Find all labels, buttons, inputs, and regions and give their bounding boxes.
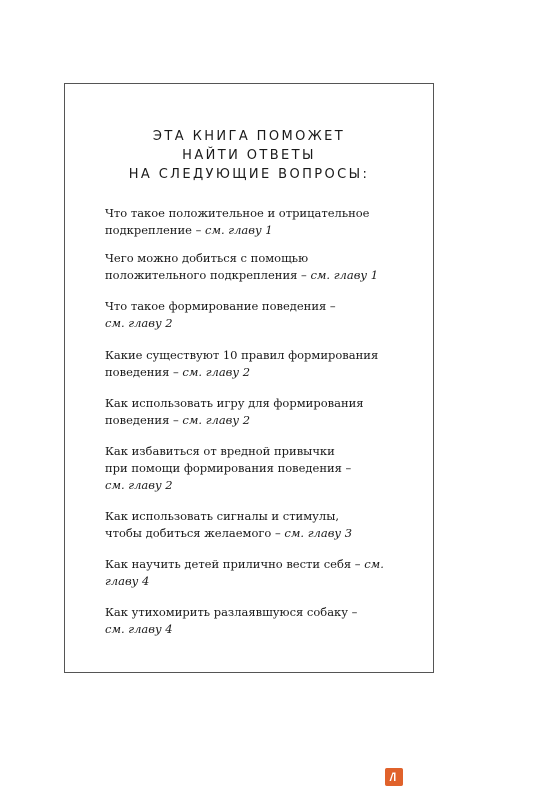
chapter-reference: см. главу 4 xyxy=(105,622,173,636)
page-frame xyxy=(64,83,434,673)
heading-line: ЭТА КНИГА ПОМОЖЕТ xyxy=(152,129,346,144)
labirint-logo-icon xyxy=(385,768,403,786)
question-text: Чего можно добиться с помощью xyxy=(105,251,309,265)
question-item xyxy=(105,395,423,429)
question-text: Что такое положительное и отрицательное xyxy=(105,206,370,220)
chapter-reference: см. главу 2 xyxy=(105,316,173,330)
chapter-reference: главу 4 xyxy=(105,574,150,588)
question-text: Как утихомирить разлаявшуюся собаку – xyxy=(105,605,358,619)
question-text: Как использовать игру для формирования xyxy=(105,396,364,410)
question-text: Что такое формирование поведения – xyxy=(105,299,336,313)
question-item xyxy=(105,508,423,542)
chapter-reference: см. главу 2 xyxy=(182,413,251,427)
chapter-reference: см. главу 1 xyxy=(310,268,379,282)
question-text: поведения – xyxy=(105,365,183,379)
question-item xyxy=(105,347,423,381)
question-text: Как избавиться от вредной привычки xyxy=(105,444,335,458)
chapter-reference: см. главу 2 xyxy=(182,365,251,379)
chapter-reference: см. xyxy=(364,557,384,571)
chapter-reference: см. главу 3 xyxy=(284,526,353,540)
question-item xyxy=(105,443,423,494)
question-text: подкрепление – xyxy=(105,223,205,237)
chapter-reference: см. главу 2 xyxy=(105,478,173,492)
question-text: положительного подкрепления – xyxy=(105,268,311,282)
question-text: Как использовать сигналы и стимулы, xyxy=(105,509,340,523)
question-text: Какие существуют 10 правил формирования xyxy=(105,348,379,362)
question-item xyxy=(105,604,423,638)
question-text: Как научить детей прилично вести себя – xyxy=(105,557,365,571)
heading-line: НАЙТИ ОТВЕТЫ xyxy=(182,148,316,163)
question-text: поведения – xyxy=(105,413,183,427)
question-item xyxy=(105,250,423,284)
question-text: при помощи формирования поведения – xyxy=(105,461,352,475)
question-item xyxy=(105,205,423,239)
chapter-reference: см. главу 1 xyxy=(205,223,273,237)
question-item xyxy=(105,556,423,590)
question-item xyxy=(105,298,423,332)
page-heading xyxy=(65,127,433,184)
heading-line: НА СЛЕДУЮЩИЕ ВОПРОСЫ: xyxy=(128,167,370,182)
question-text: чтобы добиться желаемого – xyxy=(105,526,285,540)
